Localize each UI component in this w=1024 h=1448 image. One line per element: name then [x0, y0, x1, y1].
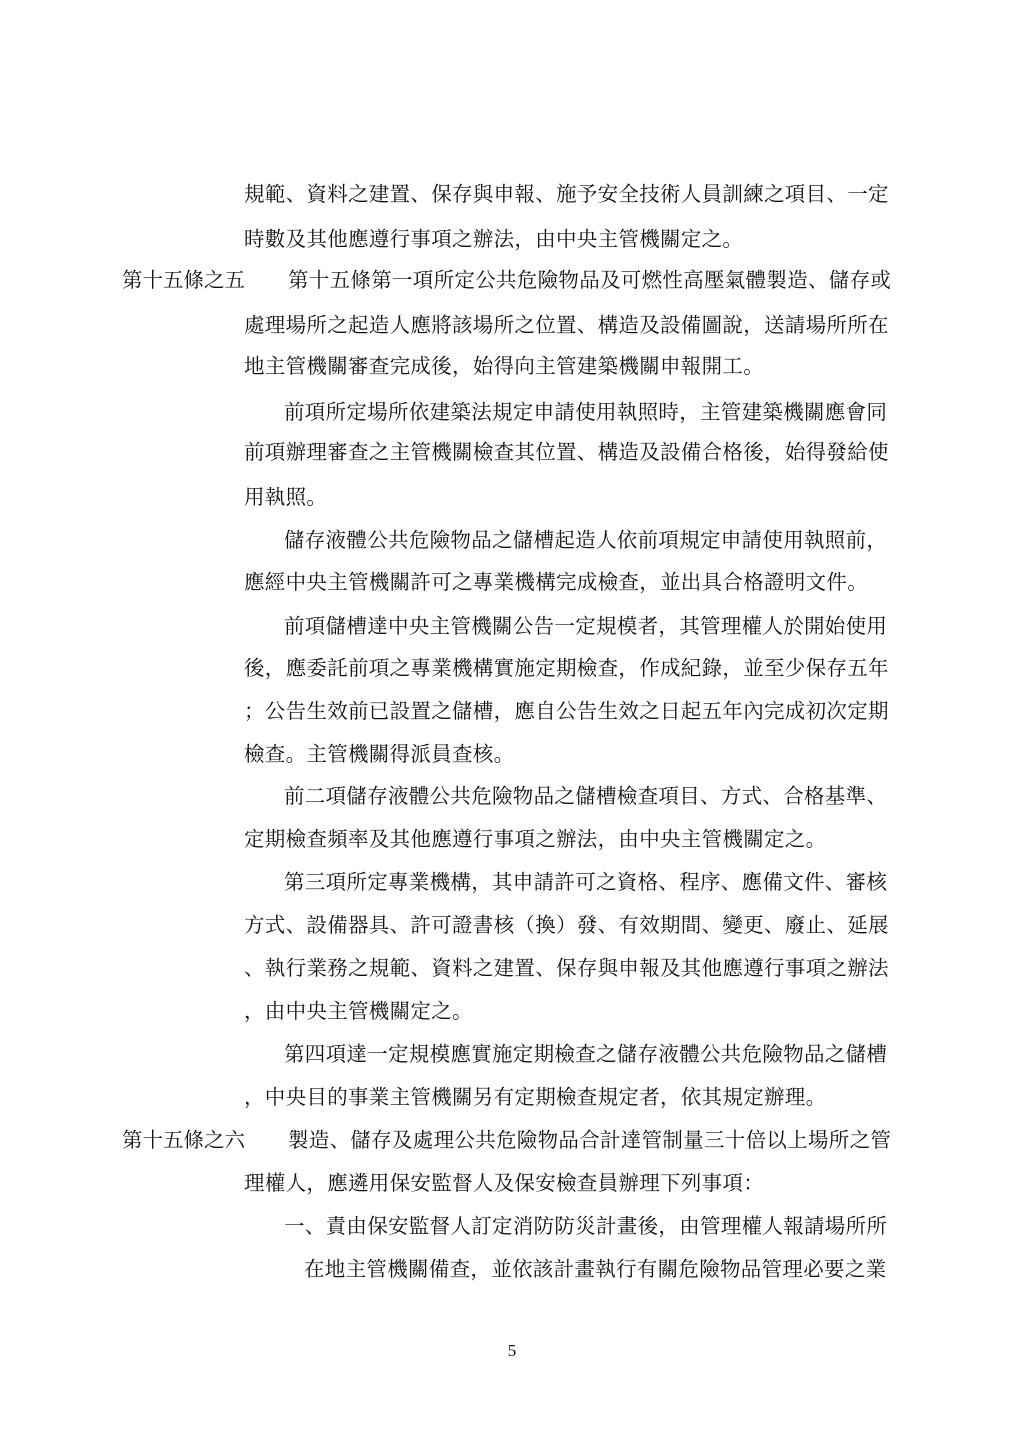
- article-label: 第十五條之五: [122, 268, 245, 292]
- text-line: 、執行業務之規範、資料之建置、保存與申報及其他應遵行事項之辦法: [244, 956, 889, 980]
- text-line: ，由中央主管機關定之。: [244, 999, 473, 1023]
- text-line: 第十五條第一項所定公共危險物品及可燃性高壓氣體製造、儲存或: [288, 268, 892, 292]
- text-line: 一、責由保安監督人訂定消防防災計畫後，由管理權人報請場所所: [284, 1214, 888, 1238]
- text-line: 製造、儲存及處理公共危險物品合計達管制量三十倍以上場所之管: [288, 1128, 892, 1152]
- text-line: 規範、資料之建置、保存與申報、施予安全技術人員訓練之項目、一定: [244, 182, 889, 206]
- text-line: 方式、設備器具、許可證書核（換）發、有效期間、變更、廢止、延展: [244, 913, 889, 937]
- text-line: 用執照。: [244, 485, 328, 509]
- text-line: 前項辦理審查之主管機關檢查其位置、構造及設備合格後，始得發給使: [244, 440, 889, 464]
- text-line: 檢查。主管機關得派員查核。: [244, 742, 515, 766]
- article-label: 第十五條之六: [122, 1128, 245, 1152]
- text-line: ；公告生效前已設置之儲槽，應自公告生效之日起五年內完成初次定期: [244, 699, 889, 723]
- text-line: 後，應委託前項之專業機構實施定期檢查，作成紀錄，並至少保存五年: [244, 656, 889, 680]
- text-line: 定期檢查頻率及其他應遵行事項之辦法，由中央主管機關定之。: [244, 827, 827, 851]
- page-number: 5: [507, 1341, 517, 1360]
- text-line: ，中央目的事業主管機關另有定期檢查規定者，依其規定辦理。: [244, 1085, 827, 1109]
- text-line: 第三項所定專業機構，其申請許可之資格、程序、應備文件、審核: [284, 870, 888, 894]
- text-line: 在地主管機關備查，並依該計畫執行有關危險物品管理必要之業: [304, 1257, 887, 1281]
- text-line: 儲存液體公共危險物品之儲槽起造人依前項規定申請使用執照前，: [284, 528, 888, 552]
- text-line: 地主管機關審查完成後，始得向主管建築機關申報開工。: [244, 354, 764, 378]
- text-line: 時數及其他應遵行事項之辦法，由中央主管機關定之。: [244, 227, 744, 251]
- text-line: 第四項達一定規模應實施定期檢查之儲存液體公共危險物品之儲槽: [284, 1042, 888, 1066]
- text-line: 前項所定場所依建築法規定申請使用執照時，主管建築機關應會同: [284, 400, 888, 424]
- text-line: 應經中央主管機關許可之專業機構完成檢查，並出具合格證明文件。: [244, 570, 868, 594]
- text-line: 理權人，應遴用保安監督人及保安檢查員辦理下列事項：: [244, 1171, 764, 1195]
- text-line: 前二項儲存液體公共危險物品之儲槽檢查項目、方式、合格基準、: [284, 784, 888, 808]
- text-line: 前項儲槽達中央主管機關公告一定規模者，其管理權人於開始使用: [284, 614, 888, 638]
- text-line: 處理場所之起造人應將該場所之位置、構造及設備圖說，送請場所所在: [244, 313, 889, 337]
